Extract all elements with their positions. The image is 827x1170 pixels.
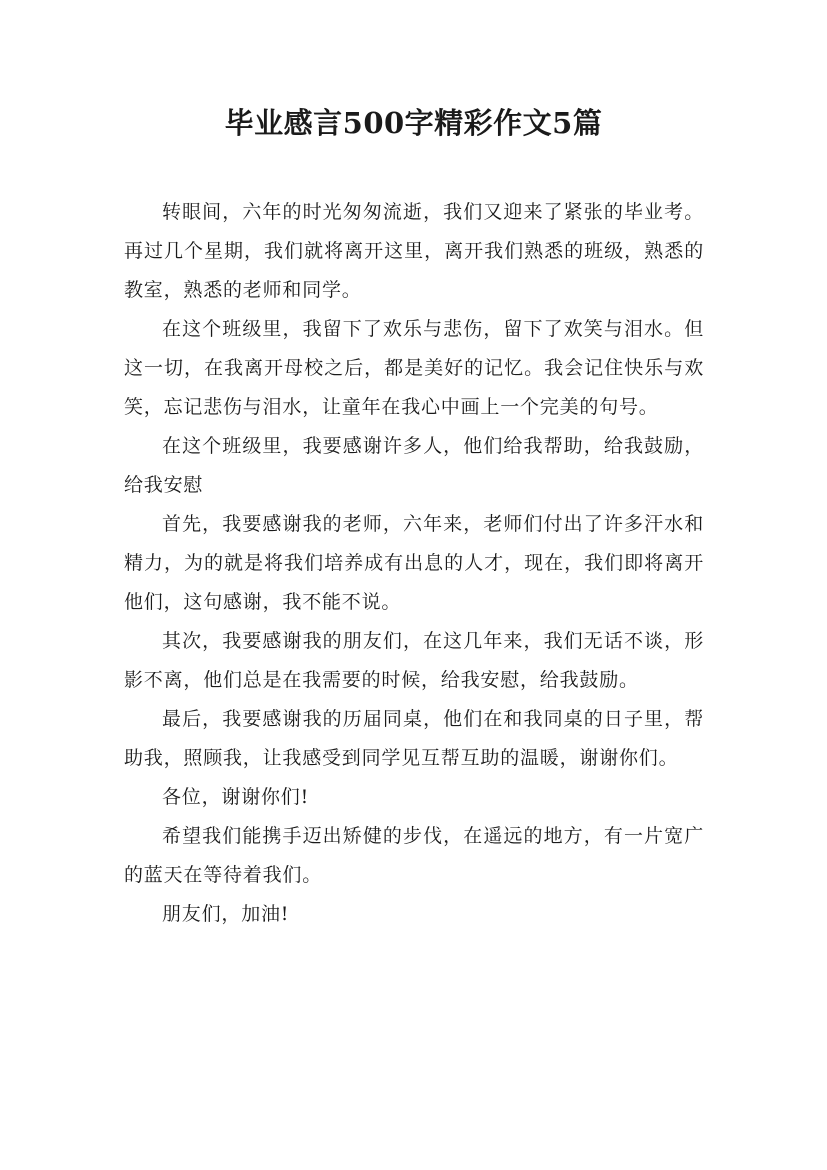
paragraph: 希望我们能携手迈出矫健的步伐，在遥远的地方，有一片宽广的蓝天在等待着我们。 — [124, 825, 704, 886]
paragraph: 其次，我要感谢我的朋友们，在这几年来，我们无话不谈，形影不离，他们总是在我需要的时候，给我安慰，给我鼓励。 — [124, 630, 704, 691]
paragraph: 首先，我要感谢我的老师，六年来，老师们付出了许多汗水和精力，为的就是将我们培养成有出息的人才，现在，我们即将离开他们，这句感谢，我不能不说。 — [124, 513, 704, 613]
paragraph: 最后，我要感谢我的历届同桌，他们在和我同桌的日子里，帮助我，照顾我，让我感受到同学见互帮互助的温暖，谢谢你们。 — [124, 708, 704, 769]
paragraph: 在这个班级里，我要感谢许多人，他们给我帮助，给我鼓励，给我安慰 — [124, 435, 704, 496]
paragraph: 在这个班级里，我留下了欢乐与悲伤，留下了欢笑与泪水。但这一切，在我离开母校之后，都是美好的记忆。我会记住快乐与欢笑，忘记悲伤与泪水，让童年在我心中画上一个完美的句号。 — [124, 318, 704, 418]
paragraph: 朋友们，加油! — [162, 903, 290, 925]
paragraph: 各位，谢谢你们! — [162, 786, 310, 808]
paragraph: 转眼间，六年的时光匆匆流逝，我们又迎来了紧张的毕业考。再过几个星期，我们就将离开这里，离开我们熟悉的班级，熟悉的教室，熟悉的老师和同学。 — [124, 201, 704, 301]
document-title: 毕业感言500字精彩作文5篇 — [224, 106, 603, 140]
document-body — [124, 193, 704, 934]
